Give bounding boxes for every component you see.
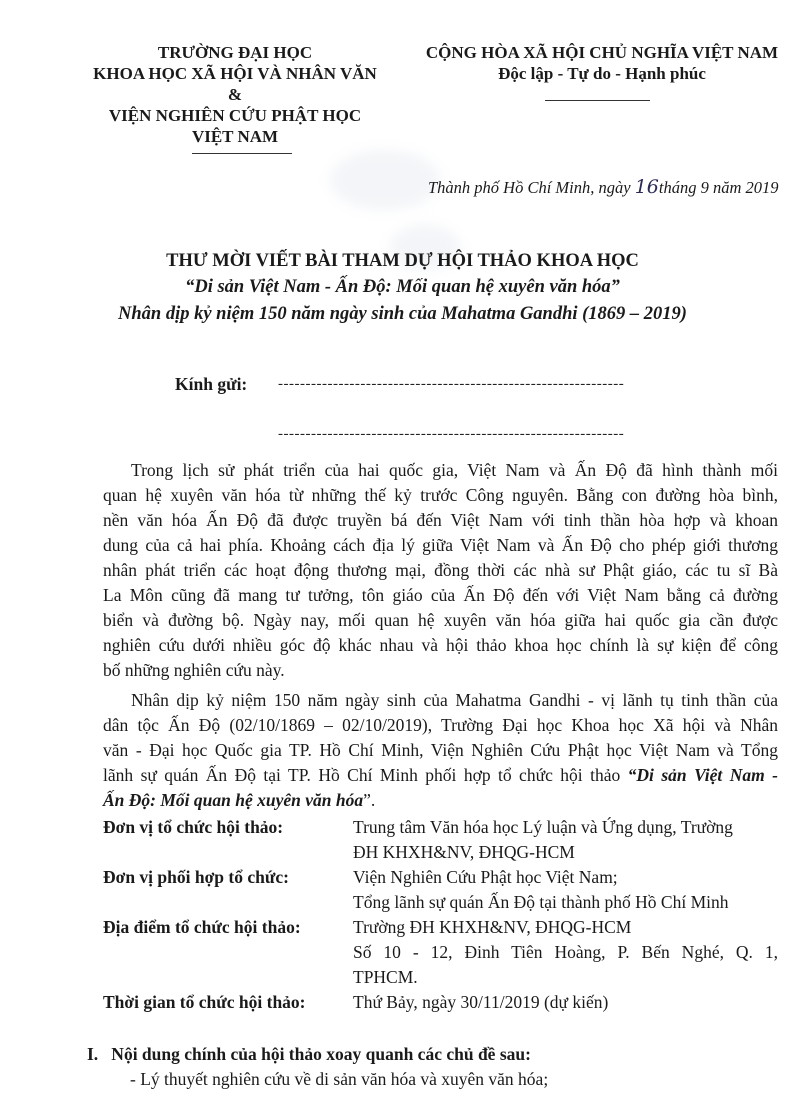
header-left-divider: [192, 153, 292, 154]
paragraph-line: La Môn cũng đã mang tư tưởng, tôn giáo của Ấn Độ đến với Việt Nam bằng cả đường: [103, 585, 778, 605]
detail-value-line: Tổng lãnh sự quán Ấn Độ tại thành phố Hồ Chí Minh: [353, 892, 729, 912]
paragraph-1: [103, 458, 778, 683]
detail-value-time: [353, 990, 778, 1015]
recipient-blank-1: ---------------------------------------------------------------: [278, 376, 625, 392]
paragraph-line: [103, 788, 778, 813]
detail-value-line: Trường ĐH KHXH&NV, ĐHQG-HCM: [353, 917, 632, 937]
section-1-heading: I. Nội dung chính của hội thảo xoay quanh các chủ đề sau:: [87, 1044, 531, 1064]
paragraph-2: [103, 688, 778, 813]
header-right-divider: [545, 100, 650, 101]
section-1-item-1: - Lý thuyết nghiên cứu về di sản văn hóa và xuyên văn hóa;: [130, 1069, 549, 1089]
conference-name: “Di sản Việt Nam - Ấn Độ: Mối quan hệ xuyên văn hóa”: [185, 277, 620, 297]
paragraph-line: quan hệ xuyên văn hóa từ những thế kỷ trước Công nguyên. Bằng con đường hòa bình,: [103, 485, 778, 505]
detail-value-venue: [353, 915, 778, 990]
recipient-blank-2: ---------------------------------------------------------------: [278, 426, 625, 442]
conference-name-inline: Ấn Độ: Mối quan hệ xuyên văn hóa: [103, 790, 364, 810]
institution-line-4: VIỆT NAM: [191, 127, 279, 146]
conference-occasion: Nhân dịp kỷ niệm 150 năm ngày sinh của Mahatma Gandhi (1869 – 2019): [118, 304, 687, 324]
recipient-label: Kính gửi:: [175, 374, 248, 394]
paragraph-line: [103, 763, 778, 788]
date-suffix: tháng 9 năm 2019: [658, 178, 779, 197]
national-title: CỘNG HÒA XÃ HỘI CHỦ NGHĨA VIỆT NAM: [425, 43, 779, 62]
paragraph-text: lãnh sự quán Ấn Độ tại TP. Hồ Chí Minh phối hợp tổ chức hội thảo: [103, 765, 628, 785]
detail-label-organizer: Đơn vị tổ chức hội thảo:: [103, 817, 284, 837]
detail-label-venue: Địa điểm tổ chức hội thảo:: [103, 917, 301, 937]
paragraph-line: nền văn hóa Ấn Độ đã được truyền bá đến Việt Nam với tinh thần hòa hợp và khoan: [103, 510, 778, 530]
paragraph-line: Trong lịch sử phát triển của hai quốc gia, Việt Nam và Ấn Độ đã hình thành mối: [131, 460, 778, 480]
institution-ampersand: &: [227, 85, 243, 104]
paragraph-line: nghiên cứu dưới nhiều góc độ khác nhau và hội thảo khoa học chính là sự kiện để công: [103, 635, 778, 655]
paragraph-line: bố những nghiên cứu này.: [103, 660, 285, 680]
detail-value-line: Viện Nghiên Cứu Phật học Việt Nam;: [353, 867, 618, 887]
paragraph-line: văn - Đại học Quốc gia TP. Hồ Chí Minh, Viện Nghiên Cứu Phật học Việt Nam và Tổng: [103, 740, 778, 760]
header-left: [70, 42, 400, 147]
letter-title: THƯ MỜI VIẾT BÀI THAM DỰ HỘI THẢO KHOA HỌC: [166, 251, 639, 271]
institution-line-3: VIỆN NGHIÊN CỨU PHẬT HỌC: [108, 106, 362, 125]
paragraph-line: biển và đường bộ. Ngày nay, mối quan hệ xuyên văn hóa giữa hai quốc gia cần được: [103, 610, 778, 630]
conference-name-inline: “Di sản Việt Nam -: [627, 765, 778, 785]
paragraph-text: ”.: [363, 790, 376, 810]
detail-label-time: Thời gian tổ chức hội thảo:: [103, 992, 306, 1012]
paragraph-line: nhân phát triển các hoạt động thương mại, đồng thời các nhà sư Phật giáo, các tu sĩ Bà: [103, 560, 778, 580]
detail-label-coorganizer: Đơn vị phối hợp tổ chức:: [103, 867, 289, 887]
national-motto: Độc lập - Tự do - Hạnh phúc: [498, 64, 706, 83]
detail-value-coorganizer: [353, 865, 793, 915]
paragraph-line: dung của cả hai phía. Khoảng cách địa lý giữa Việt Nam và Ấn Độ cho phép giới thương: [103, 535, 778, 555]
detail-value-line: Số 10 - 12, Đinh Tiên Hoàng, P. Bến Nghé, Q. 1,: [353, 942, 778, 962]
institution-line-1: TRƯỜNG ĐẠI HỌC: [157, 43, 313, 62]
date-prefix: Thành phố Hồ Chí Minh, ngày: [428, 178, 635, 197]
paragraph-line: Nhân dịp kỷ niệm 150 năm ngày sinh của Mahatma Gandhi - vị lãnh tụ tinh thần của: [131, 690, 778, 710]
detail-value-line: TPHCM.: [353, 967, 418, 987]
institution-line-2: KHOA HỌC XÃ HỘI VÀ NHÂN VĂN: [93, 64, 377, 83]
date-line: [428, 176, 779, 199]
header-right: [412, 42, 792, 84]
detail-value-line: Trung tâm Văn hóa học Lý luận và Ứng dụng, Trường: [353, 817, 733, 837]
detail-value-line: Thứ Bảy, ngày 30/11/2019 (dự kiến): [353, 992, 609, 1012]
detail-value-organizer: [353, 815, 778, 865]
paragraph-line: dân tộc Ấn Độ (02/10/1869 – 02/10/2019), Trường Đại học Khoa học Xã hội và Nhân: [103, 715, 778, 735]
scan-smudge: [330, 150, 440, 210]
date-day-handwritten: 16: [634, 176, 659, 198]
detail-value-line: ĐH KHXH&NV, ĐHQG-HCM: [353, 842, 575, 862]
